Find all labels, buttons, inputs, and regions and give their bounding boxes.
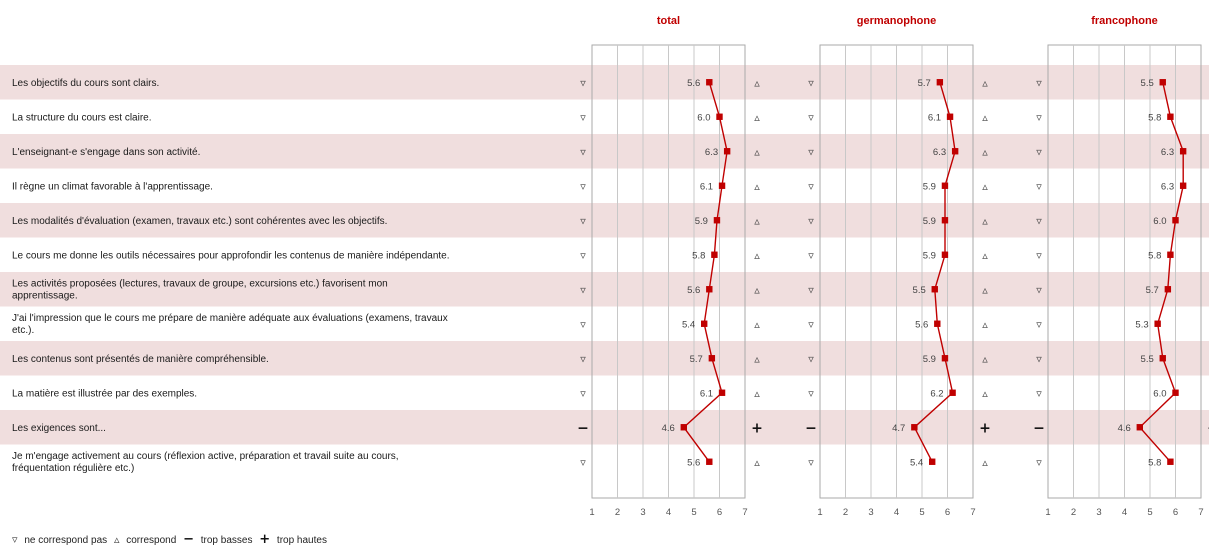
thumb-down-icon: ▿: [580, 145, 586, 159]
plus-icon: +: [259, 532, 271, 547]
data-point: [1160, 355, 1166, 361]
data-point: [942, 183, 948, 189]
thumb-up-icon: ▵: [982, 455, 988, 469]
thumb-up-icon: ▵: [754, 110, 760, 124]
x-tick-label: 4: [1121, 507, 1128, 518]
data-label: 5.5: [912, 284, 926, 296]
x-tick-label: 7: [742, 507, 748, 518]
minus-icon: −: [1033, 420, 1045, 437]
x-tick-label: 7: [1198, 507, 1204, 518]
thumb-up-icon: ▵: [982, 352, 988, 366]
minus-icon: −: [183, 532, 194, 547]
data-label: 6.0: [1153, 388, 1167, 400]
item-label: L'enseignant-e s'engage dans son activité.: [12, 146, 201, 158]
data-point: [709, 355, 715, 361]
thumb-up-icon: ▵: [754, 248, 760, 262]
data-label: 5.5: [1140, 353, 1154, 365]
thumb-down-icon: ▿: [580, 248, 586, 262]
data-label: 5.9: [922, 250, 936, 262]
thumb-up-icon: ▵: [982, 283, 988, 297]
data-point: [1167, 114, 1173, 120]
thumb-down-icon: ▿: [1036, 214, 1042, 228]
data-point: [1172, 217, 1178, 223]
data-point: [937, 79, 943, 85]
plus-icon: +: [979, 420, 991, 437]
x-tick-label: 2: [1070, 507, 1077, 518]
thumb-down-icon: ▿: [580, 317, 586, 331]
x-tick-label: 1: [589, 507, 595, 518]
data-label: 4.6: [1117, 422, 1131, 434]
thumb-down-icon: ▿: [580, 352, 586, 366]
data-label: 6.0: [1153, 215, 1167, 227]
data-point: [1167, 252, 1173, 258]
thumb-up-icon: ▵: [982, 76, 988, 90]
x-tick-label: 5: [919, 507, 925, 518]
thumb-down-icon: ▿: [1036, 76, 1042, 90]
thumb-down-icon: ▿: [808, 317, 814, 331]
data-point: [949, 390, 955, 396]
row-band: [0, 272, 1209, 307]
x-tick-label: 6: [944, 507, 951, 518]
thumb-up-icon: ▵: [754, 455, 760, 469]
data-point: [932, 286, 938, 292]
x-tick-label: 6: [1172, 507, 1179, 518]
thumb-down-icon: ▿: [808, 179, 814, 193]
data-label: 5.6: [687, 284, 701, 296]
data-point: [719, 390, 725, 396]
item-label: Les contenus sont présentés de manière compréhensible.: [12, 353, 269, 365]
legend-too-low: trop basses: [200, 535, 253, 546]
x-tick-label: 5: [691, 507, 697, 518]
data-label: 6.3: [704, 146, 719, 158]
plus-icon: +: [751, 420, 763, 437]
data-label: 5.9: [922, 215, 936, 227]
data-point: [1137, 424, 1143, 430]
data-point: [1167, 459, 1173, 465]
thumb-up-icon: ▵: [754, 352, 760, 366]
data-label: 6.1: [699, 388, 714, 400]
data-point: [724, 148, 730, 154]
row-band: [0, 410, 1209, 445]
thumb-down-icon: ▿: [808, 352, 814, 366]
thumb-up-icon: ▵: [982, 386, 988, 400]
thumb-up-icon: ▵: [754, 214, 760, 228]
data-label: 4.6: [661, 422, 675, 434]
legend-matching: correspond: [126, 535, 177, 546]
data-label: 5.9: [922, 353, 936, 365]
thumb-up-icon: ▵: [754, 76, 760, 90]
data-point: [1154, 321, 1160, 327]
legend: [12, 532, 331, 547]
data-label: 5.7: [917, 77, 931, 89]
thumb-down-icon: ▿: [1036, 145, 1042, 159]
thumb-down-icon: ▿: [580, 283, 586, 297]
data-point: [706, 286, 712, 292]
data-point: [701, 321, 707, 327]
data-point: [947, 114, 953, 120]
data-point: [911, 424, 917, 430]
x-tick-label: 6: [716, 507, 723, 518]
thumb-up-icon: ▵: [754, 317, 760, 331]
item-label: Les modalités d'évaluation (examen, travaux etc.) sont cohérentes avec les objectifs.: [12, 215, 388, 227]
thumb-down-icon: ▿: [1036, 248, 1042, 262]
thumb-down-icon: ▿: [808, 110, 814, 124]
data-point: [934, 321, 940, 327]
panel-title: total: [656, 15, 681, 27]
data-label: 5.3: [1135, 319, 1149, 331]
data-point: [1165, 286, 1171, 292]
thumb-down-icon: ▿: [808, 76, 814, 90]
panel-title: francophone: [1091, 15, 1158, 27]
x-tick-label: 2: [614, 507, 621, 518]
thumb-up-icon: ▵: [754, 283, 760, 297]
data-point: [1160, 79, 1166, 85]
thumb-up-icon: ▵: [754, 386, 760, 400]
thumb-down-icon: ▿: [580, 455, 586, 469]
data-label: 5.9: [922, 181, 936, 193]
item-label: Le cours me donne les outils nécessaires pour approfondir les contenus de manière indépendante.: [12, 250, 450, 262]
item-label: J'ai l'impression que le cours me prépare de manière adéquate aux évaluations (examens, travaux etc.).: [12, 312, 448, 336]
thumb-up-icon: ▵: [982, 248, 988, 262]
thumb-up-icon: ▵: [982, 179, 988, 193]
thumb-down-icon: ▿: [580, 179, 586, 193]
thumb-down-icon: ▿: [1036, 386, 1042, 400]
thumb-up-icon: ▵: [754, 145, 760, 159]
thumb-up-icon: ▵: [982, 317, 988, 331]
data-label: 6.0: [697, 112, 711, 124]
x-tick-label: 2: [842, 507, 849, 518]
minus-icon: −: [577, 420, 589, 437]
data-point: [929, 459, 935, 465]
thumb-down-icon: ▿: [1036, 179, 1042, 193]
data-label: 6.3: [1160, 181, 1175, 193]
data-point: [942, 217, 948, 223]
thumb-up-icon: ▵: [982, 214, 988, 228]
data-label: 6.1: [927, 112, 942, 124]
thumb-down-icon: ▿: [1036, 352, 1042, 366]
data-label: 6.3: [1160, 146, 1175, 158]
data-label: 5.8: [1148, 457, 1162, 469]
thumb-down-icon: ▿: [580, 214, 586, 228]
thumb-down-icon: ▿: [1036, 283, 1042, 297]
data-point: [942, 252, 948, 258]
thumb-down-icon: ▿: [808, 386, 814, 400]
legend-too-high: trop hautes: [276, 535, 327, 546]
data-label: 5.8: [1148, 112, 1162, 124]
data-label: 5.7: [1145, 284, 1159, 296]
item-label: Les activités proposées (lectures, travaux de groupe, excursions etc.) favorisent mon apprentissage.: [12, 278, 388, 302]
x-tick-label: 7: [970, 507, 976, 518]
thumb-up-icon: ▵: [982, 145, 988, 159]
data-label: 5.8: [1148, 250, 1162, 262]
data-label: 4.7: [892, 422, 906, 434]
x-tick-label: 5: [1147, 507, 1153, 518]
x-tick-label: 1: [1045, 507, 1051, 518]
row-band: [0, 65, 1209, 100]
data-label: 5.6: [687, 457, 701, 469]
data-point: [1172, 390, 1178, 396]
x-tick-label: 4: [665, 507, 672, 518]
data-point: [714, 217, 720, 223]
item-label: La matière est illustrée par des exemples.: [12, 388, 198, 400]
thumb-down-icon: ▿: [12, 533, 18, 546]
data-label: 5.9: [694, 215, 708, 227]
x-tick-label: 3: [640, 507, 646, 518]
x-tick-label: 4: [893, 507, 900, 518]
x-tick-label: 1: [817, 507, 823, 518]
thumb-down-icon: ▿: [808, 145, 814, 159]
data-point: [1180, 183, 1186, 189]
data-point: [711, 252, 717, 258]
item-label: Il règne un climat favorable à l'apprentissage.: [12, 181, 213, 193]
thumb-down-icon: ▿: [808, 248, 814, 262]
data-label: 5.8: [692, 250, 706, 262]
thumb-down-icon: ▿: [1036, 317, 1042, 331]
thumb-down-icon: ▿: [808, 214, 814, 228]
thumb-up-icon: ▵: [113, 533, 120, 546]
data-label: 6.1: [699, 181, 714, 193]
data-point: [716, 114, 722, 120]
data-point: [706, 459, 712, 465]
item-label: Je m'engage activement au cours (réflexion active, préparation et travail suite au cours, fréquentation régulière etc.): [12, 450, 399, 474]
thumb-up-icon: ▵: [754, 179, 760, 193]
data-point: [706, 79, 712, 85]
x-tick-label: 3: [1096, 507, 1102, 518]
thumb-down-icon: ▿: [808, 283, 814, 297]
data-point: [1180, 148, 1186, 154]
data-label: 5.6: [687, 77, 701, 89]
thumb-down-icon: ▿: [580, 110, 586, 124]
data-label: 5.6: [915, 319, 929, 331]
minus-icon: −: [805, 420, 817, 437]
thumb-down-icon: ▿: [1036, 455, 1042, 469]
legend-not-matching: ne correspond pas: [24, 535, 108, 546]
data-label: 5.4: [681, 319, 696, 331]
data-label: 5.5: [1140, 77, 1154, 89]
item-label: Les exigences sont...: [12, 422, 106, 434]
data-label: 6.3: [932, 146, 947, 158]
item-label: La structure du cours est claire.: [12, 112, 152, 124]
thumb-up-icon: ▵: [982, 110, 988, 124]
thumb-down-icon: ▿: [1036, 110, 1042, 124]
thumb-down-icon: ▿: [580, 76, 586, 90]
data-point: [942, 355, 948, 361]
data-label: 5.4: [909, 457, 924, 469]
thumb-down-icon: ▿: [808, 455, 814, 469]
panel-title: germanophone: [856, 15, 937, 27]
item-label: Les objectifs du cours sont clairs.: [12, 77, 160, 89]
data-label: 6.2: [930, 388, 944, 400]
x-tick-label: 3: [868, 507, 874, 518]
data-point: [719, 183, 725, 189]
data-point: [952, 148, 958, 154]
thumb-down-icon: ▿: [580, 386, 586, 400]
data-label: 5.7: [689, 353, 703, 365]
data-point: [681, 424, 687, 430]
